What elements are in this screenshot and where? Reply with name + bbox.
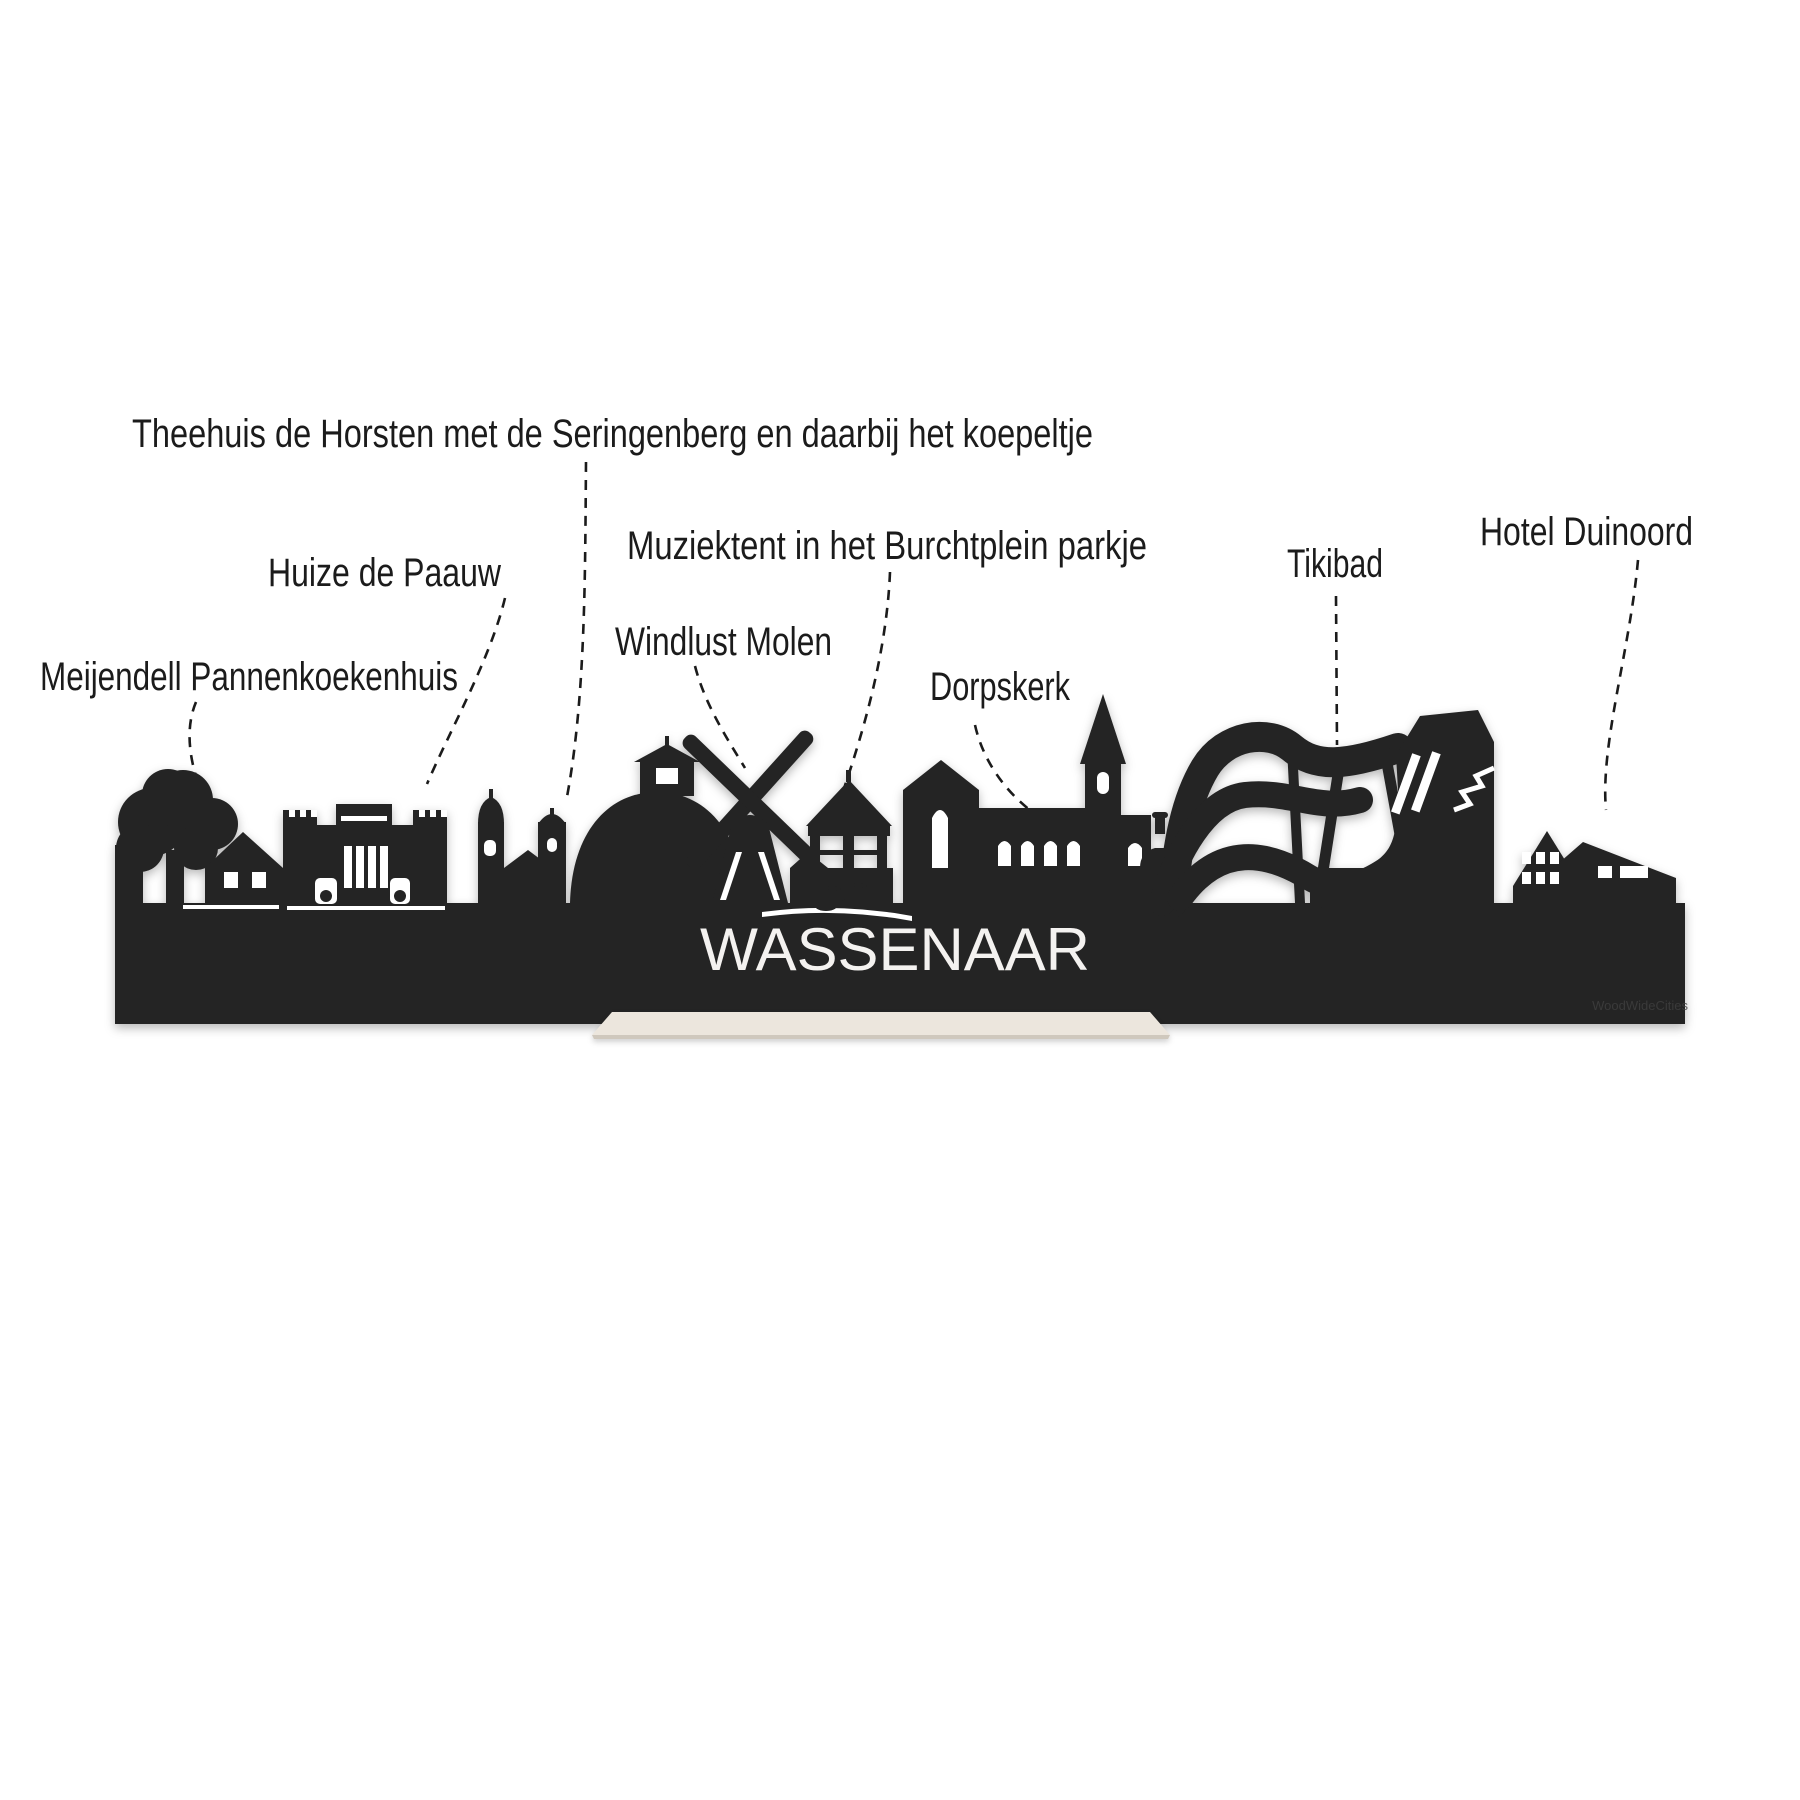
arch-window-cutout	[1128, 843, 1142, 866]
window-cutout	[224, 872, 238, 888]
city-name-cutout: WASSENAAR	[700, 916, 1090, 983]
label-hotel-duinoord: Hotel Duinoord	[1480, 510, 1693, 554]
stand-edge	[592, 1035, 1170, 1039]
building-huize-de-paauw	[283, 804, 447, 910]
window-cutout	[484, 840, 496, 856]
label-dorpskerk: Dorpskerk	[930, 665, 1071, 709]
arch-window-cutout	[1044, 841, 1057, 866]
label-huize-de-paauw: Huize de Paauw	[268, 551, 502, 595]
merlon-notch	[300, 810, 306, 817]
label-windlust-molen: Windlust Molen	[615, 620, 832, 664]
label-theehuis: Theehuis de Horsten met de Seringenberg en daarbij het koepeltje	[132, 412, 1093, 456]
garden-wall	[115, 845, 143, 905]
arch-window-cutout	[1021, 841, 1034, 866]
merlon-notch	[419, 810, 425, 817]
finial	[550, 808, 554, 820]
onion-dome	[478, 797, 504, 824]
window-cutout	[1536, 852, 1545, 864]
building-dorpskerk	[903, 694, 1151, 905]
tower-body	[538, 822, 566, 905]
gazebo-post	[877, 836, 887, 870]
church-spire	[1080, 694, 1126, 764]
column-cutout	[344, 846, 352, 888]
merlon-notch	[289, 810, 295, 817]
stand	[592, 1012, 1170, 1039]
finial	[489, 789, 493, 801]
arch-window-cutout	[1067, 841, 1080, 866]
window-cutout	[252, 872, 266, 888]
gazebo-post	[810, 836, 820, 870]
arch-window-cutout	[998, 841, 1011, 866]
window-cutout	[1522, 872, 1531, 884]
duck-head	[828, 884, 836, 892]
terrace-line-cutout	[287, 906, 445, 910]
label-muziektent: Muziektent in het Burchtplein parkje	[627, 524, 1147, 568]
terrace-line-cutout	[183, 905, 279, 909]
pediment-cutout	[341, 816, 387, 821]
window-cutout	[1550, 852, 1559, 864]
leader-muziektent	[836, 572, 890, 812]
column-cutout	[380, 846, 388, 888]
label-meijendell: Meijendell Pannenkoekenhuis	[40, 655, 458, 699]
window-cutout	[1620, 866, 1648, 878]
duck-head	[854, 881, 862, 889]
tree-trunk	[166, 850, 184, 905]
tikibad-slides	[1162, 710, 1494, 905]
building-hotel-duinoord	[1513, 831, 1676, 903]
stand-base	[592, 1012, 1170, 1035]
skyline-silhouette	[115, 694, 1688, 1024]
gazebo-roof	[806, 780, 892, 826]
leader-theehuis	[566, 462, 586, 802]
window-cutout	[1598, 866, 1612, 878]
window-cutout	[1097, 772, 1109, 794]
merlon-notch	[430, 810, 436, 817]
figure-silhouette	[320, 890, 332, 902]
window-cutout	[1522, 852, 1531, 864]
column-cutout	[368, 846, 376, 888]
merlon-notch	[441, 810, 447, 817]
building-muziektent	[805, 770, 893, 905]
window-cutout	[547, 838, 557, 852]
tower-body	[478, 822, 504, 905]
building-koepeltje	[538, 808, 566, 905]
finial	[665, 736, 669, 746]
window-cutout	[656, 768, 678, 784]
leader-hotel-duinoord	[1605, 560, 1638, 810]
merlon-notch	[311, 810, 317, 817]
finial	[846, 770, 851, 782]
label-tikibad: Tikibad	[1287, 542, 1383, 586]
gazebo-beam	[808, 826, 890, 836]
figure-silhouette	[394, 890, 406, 902]
window-cutout	[1550, 872, 1559, 884]
pointed-window-cutout	[932, 810, 948, 868]
leader-tikibad	[1336, 596, 1337, 745]
window-cutout	[1536, 872, 1545, 884]
hotel-wing	[1560, 842, 1676, 903]
landmark-labels	[40, 412, 1693, 709]
tree-canopy	[142, 769, 194, 821]
column-cutout	[356, 846, 364, 888]
gazebo-railing	[820, 850, 878, 855]
bottle-neck	[1155, 816, 1165, 834]
watermark: WoodWideCities	[1592, 998, 1688, 1013]
